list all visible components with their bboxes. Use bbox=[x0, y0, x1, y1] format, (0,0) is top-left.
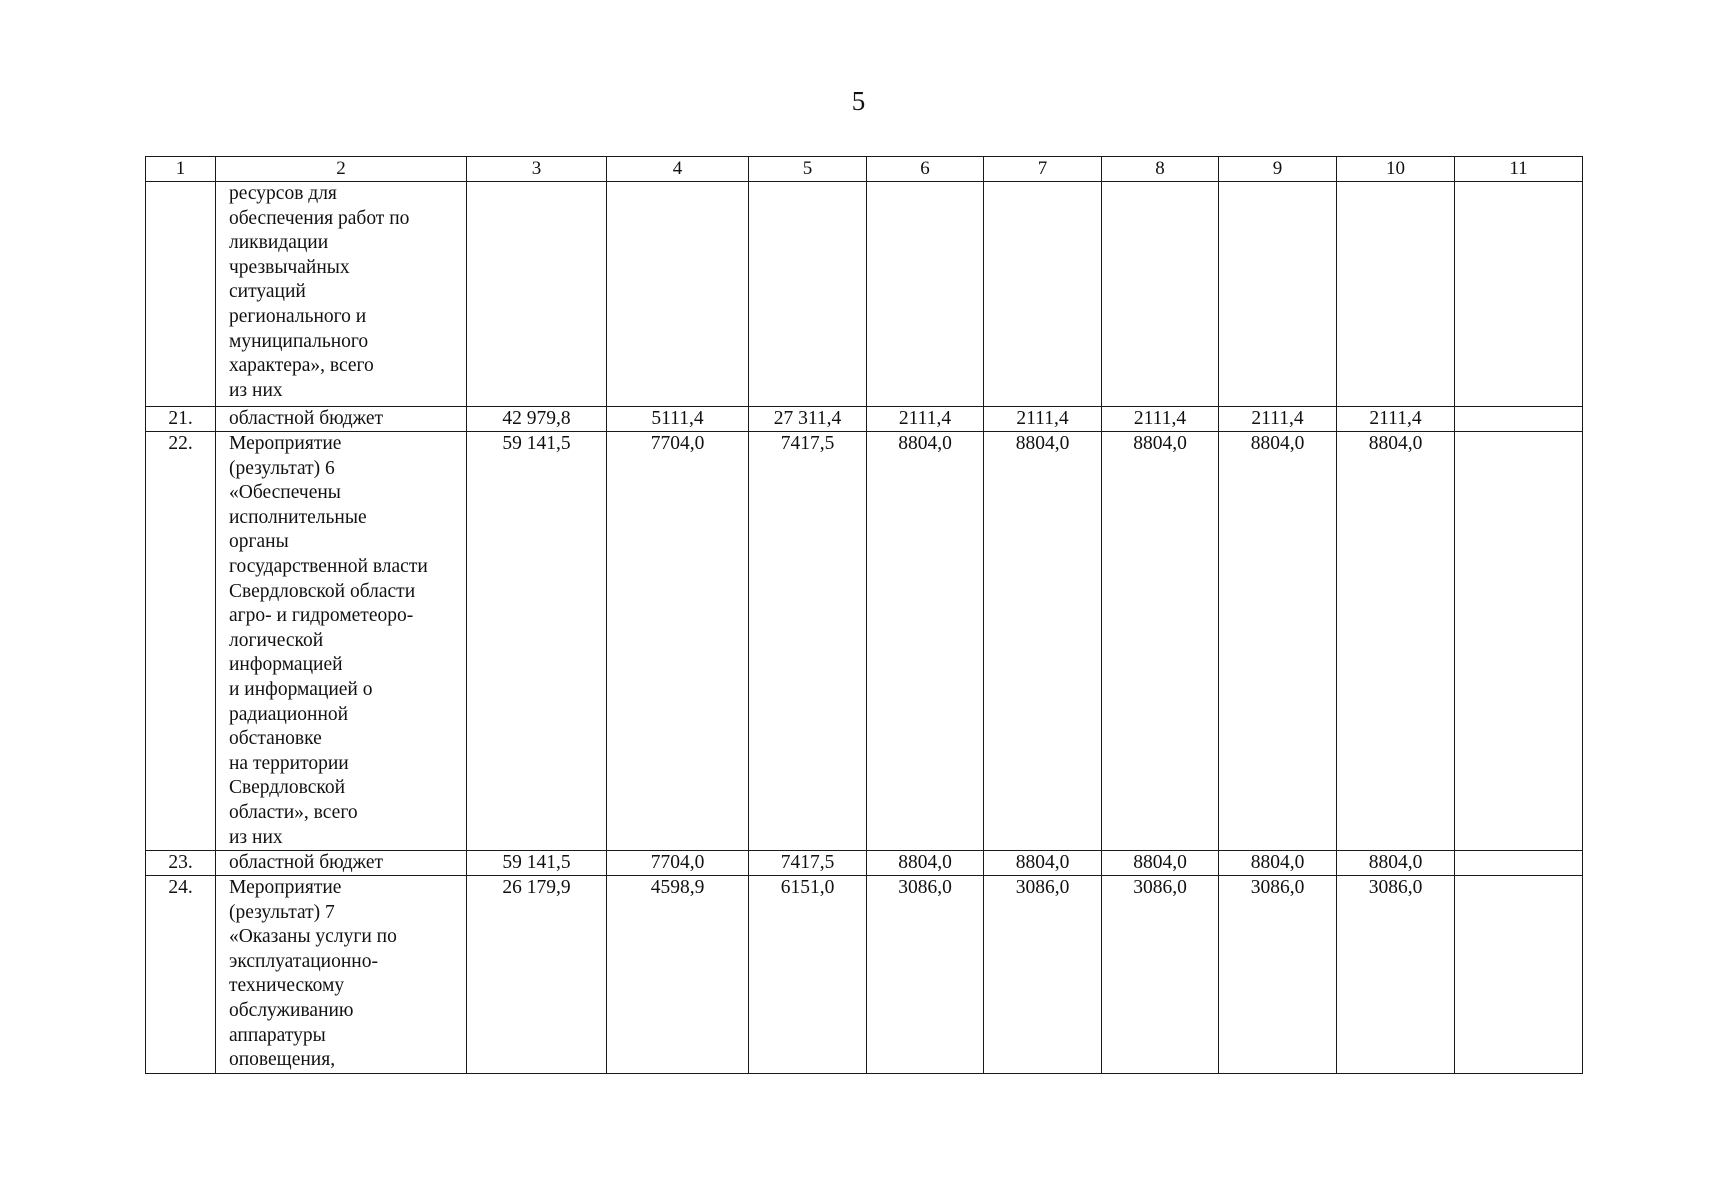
table-cell: 2111,4 bbox=[867, 407, 984, 432]
table-cell: 2111,4 bbox=[984, 407, 1102, 432]
table-cell: 8804,0 bbox=[867, 432, 984, 851]
table-cell: 3086,0 bbox=[1102, 876, 1219, 1074]
column-header: 11 bbox=[1455, 157, 1583, 182]
table-row bbox=[146, 876, 1583, 1074]
table-cell: 26 179,9 bbox=[467, 876, 607, 1074]
table-cell bbox=[1455, 851, 1583, 876]
table-cell: 2111,4 bbox=[1219, 407, 1337, 432]
column-header: 10 bbox=[1337, 157, 1455, 182]
table-cell: 8804,0 bbox=[1102, 432, 1219, 851]
table-cell: 4598,9 bbox=[607, 876, 749, 1074]
table-cell: 7417,5 bbox=[749, 851, 867, 876]
row-number bbox=[146, 182, 216, 407]
table-cell: 59 141,5 bbox=[467, 851, 607, 876]
table-cell bbox=[467, 182, 607, 407]
column-header: 8 bbox=[1102, 157, 1219, 182]
table-cell bbox=[867, 182, 984, 407]
column-header: 5 bbox=[749, 157, 867, 182]
row-name: Мероприятие (результат) 6 «Обеспечены исполнительные органы государственной власти Свердловской области агро- и гидрометеоро- логической информацией и информацией о радиационной обстановке на территории Свердловской области», всего из них bbox=[216, 432, 467, 851]
column-header: 7 bbox=[984, 157, 1102, 182]
table-cell: 8804,0 bbox=[984, 851, 1102, 876]
table-cell: 8804,0 bbox=[1219, 851, 1337, 876]
column-header: 6 bbox=[867, 157, 984, 182]
row-number: 24. bbox=[146, 876, 216, 1074]
table-cell bbox=[1337, 182, 1455, 407]
table-cell: 7704,0 bbox=[607, 851, 749, 876]
table-cell: 2111,4 bbox=[1102, 407, 1219, 432]
table-cell bbox=[1219, 182, 1337, 407]
row-number: 21. bbox=[146, 407, 216, 432]
column-header: 9 bbox=[1219, 157, 1337, 182]
table-cell: 7417,5 bbox=[749, 432, 867, 851]
row-name: ресурсов для обеспечения работ по ликвидации чрезвычайных ситуаций регионального и муниципального характера», всего из них bbox=[216, 182, 467, 407]
table-cell: 8804,0 bbox=[984, 432, 1102, 851]
column-header: 4 bbox=[607, 157, 749, 182]
page-number: 5 bbox=[851, 86, 866, 116]
table-cell bbox=[1455, 876, 1583, 1074]
table-cell bbox=[1455, 182, 1583, 407]
table-cell: 3086,0 bbox=[984, 876, 1102, 1074]
table-cell: 5111,4 bbox=[607, 407, 749, 432]
table-cell: 3086,0 bbox=[1219, 876, 1337, 1074]
column-header: 2 bbox=[216, 157, 467, 182]
table-cell: 2111,4 bbox=[1337, 407, 1455, 432]
table-cell: 42 979,8 bbox=[467, 407, 607, 432]
table-cell bbox=[1455, 432, 1583, 851]
table-cell: 8804,0 bbox=[1102, 851, 1219, 876]
table-cell: 59 141,5 bbox=[467, 432, 607, 851]
column-header: 3 bbox=[467, 157, 607, 182]
column-header: 1 bbox=[146, 157, 216, 182]
table-header-row bbox=[146, 157, 1583, 182]
table-cell: 3086,0 bbox=[867, 876, 984, 1074]
table-cell: 3086,0 bbox=[1337, 876, 1455, 1074]
table-row bbox=[146, 432, 1583, 851]
table-cell: 6151,0 bbox=[749, 876, 867, 1074]
table-cell: 8804,0 bbox=[1337, 851, 1455, 876]
table-cell bbox=[984, 182, 1102, 407]
table-cell: 8804,0 bbox=[867, 851, 984, 876]
row-number: 22. bbox=[146, 432, 216, 851]
table-cell bbox=[749, 182, 867, 407]
table-row bbox=[146, 182, 1583, 407]
table-cell bbox=[1102, 182, 1219, 407]
table-cell: 8804,0 bbox=[1337, 432, 1455, 851]
row-number: 23. bbox=[146, 851, 216, 876]
table-row bbox=[146, 851, 1583, 876]
row-name: областной бюджет bbox=[216, 851, 467, 876]
row-name: областной бюджет bbox=[216, 407, 467, 432]
budget-table bbox=[145, 156, 1583, 1074]
table-cell: 7704,0 bbox=[607, 432, 749, 851]
table-cell bbox=[1455, 407, 1583, 432]
table-row bbox=[146, 407, 1583, 432]
table-cell: 8804,0 bbox=[1219, 432, 1337, 851]
table-cell bbox=[607, 182, 749, 407]
row-name: Мероприятие (результат) 7 «Оказаны услуги по эксплуатационно- техническому обслуживанию аппаратуры оповещения, bbox=[216, 876, 467, 1074]
table-cell: 27 311,4 bbox=[749, 407, 867, 432]
